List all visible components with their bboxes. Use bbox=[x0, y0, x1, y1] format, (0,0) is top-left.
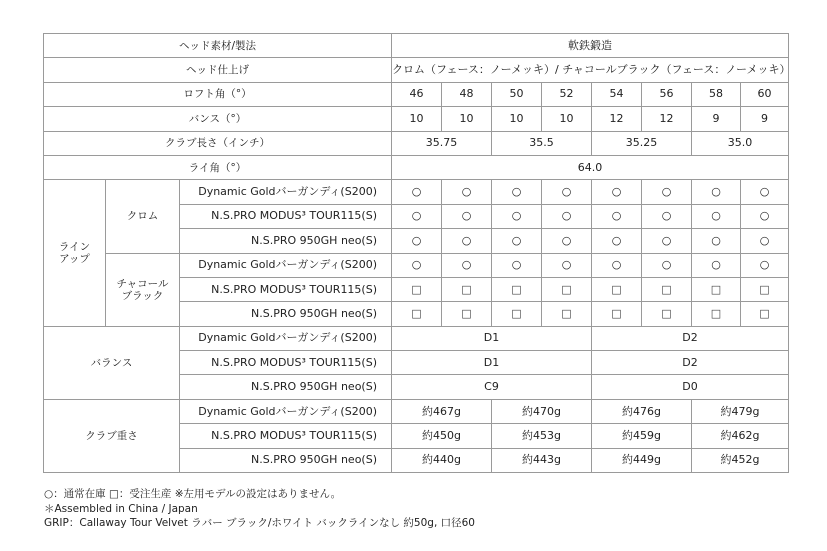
stock-mark: ○ bbox=[542, 180, 592, 204]
shaft-name: N.S.PRO 950GH neo(S) bbox=[180, 448, 392, 472]
stock-mark: ○ bbox=[592, 180, 642, 204]
bounce-cell: 9 bbox=[692, 107, 741, 131]
shaft-name: Dynamic Goldバーガンディ(S200) bbox=[180, 326, 392, 350]
weight-value: 約443g bbox=[492, 448, 592, 472]
assembled-note: ＊Assembled in China / Japan bbox=[44, 502, 198, 515]
bounce-cell: 10 bbox=[542, 107, 592, 131]
spec-table bbox=[43, 33, 789, 473]
row-length bbox=[44, 131, 789, 155]
order-mark: □ bbox=[741, 302, 789, 326]
shaft-name: N.S.PRO 950GH neo(S) bbox=[180, 302, 392, 326]
order-mark: □ bbox=[692, 277, 741, 301]
order-mark: □ bbox=[592, 302, 642, 326]
balance-row bbox=[44, 326, 789, 350]
weight-value: 約462g bbox=[692, 424, 789, 448]
stock-mark: ○ bbox=[442, 229, 492, 253]
order-mark: □ bbox=[692, 302, 741, 326]
stock-mark: ○ bbox=[442, 180, 492, 204]
stock-mark: ○ bbox=[642, 180, 692, 204]
lineup-row bbox=[44, 180, 789, 204]
weight-value: 約449g bbox=[592, 448, 692, 472]
bounce-cell: 10 bbox=[492, 107, 542, 131]
stock-mark: ○ bbox=[692, 204, 741, 228]
weight-value: 約459g bbox=[592, 424, 692, 448]
balance-value: D2 bbox=[592, 326, 789, 350]
length-cell: 35.5 bbox=[492, 131, 592, 155]
stock-mark: ○ bbox=[642, 204, 692, 228]
order-mark: □ bbox=[642, 277, 692, 301]
shaft-name: N.S.PRO 950GH neo(S) bbox=[180, 375, 392, 399]
shaft-name: N.S.PRO MODUS³ TOUR115(S) bbox=[180, 351, 392, 375]
stock-mark: ○ bbox=[741, 253, 789, 277]
bounce-label: バンス（°） bbox=[44, 107, 392, 131]
row-head-finish bbox=[44, 58, 789, 82]
length-label: クラブ長さ（インチ） bbox=[44, 131, 392, 155]
stock-mark: ○ bbox=[442, 253, 492, 277]
charcoal-label: チャコール ブラック bbox=[106, 253, 180, 326]
weight-value: 約467g bbox=[392, 399, 492, 423]
loft-cell: 54 bbox=[592, 82, 642, 106]
stock-mark: ○ bbox=[392, 229, 442, 253]
balance-value: D0 bbox=[592, 375, 789, 399]
row-loft bbox=[44, 82, 789, 106]
lineup-label: ライン アップ bbox=[44, 180, 106, 326]
weight-value: 約452g bbox=[692, 448, 789, 472]
stock-mark: ○ bbox=[392, 204, 442, 228]
loft-cell: 46 bbox=[392, 82, 442, 106]
stock-mark: ○ bbox=[392, 180, 442, 204]
order-mark: □ bbox=[492, 277, 542, 301]
stock-mark: ○ bbox=[492, 180, 542, 204]
bounce-cell: 12 bbox=[592, 107, 642, 131]
length-cell: 35.0 bbox=[692, 131, 789, 155]
length-cell: 35.75 bbox=[392, 131, 492, 155]
bounce-cell: 12 bbox=[642, 107, 692, 131]
shaft-name: Dynamic Goldバーガンディ(S200) bbox=[180, 180, 392, 204]
shaft-name: N.S.PRO 950GH neo(S) bbox=[180, 229, 392, 253]
stock-mark: ○ bbox=[492, 229, 542, 253]
head-material-label: ヘッド素材/製法 bbox=[44, 34, 392, 58]
order-mark: □ bbox=[492, 302, 542, 326]
head-finish-value: クロム（フェース：ノーメッキ）/ チャコールブラック（フェース：ノーメッキ） bbox=[392, 58, 789, 82]
stock-mark: ○ bbox=[592, 229, 642, 253]
stock-mark: ○ bbox=[542, 204, 592, 228]
balance-value: D1 bbox=[392, 351, 592, 375]
lie-label: ライ角（°） bbox=[44, 155, 392, 179]
stock-mark: ○ bbox=[592, 253, 642, 277]
weight-label: クラブ重さ bbox=[44, 399, 180, 472]
weight-value: 約476g bbox=[592, 399, 692, 423]
loft-cell: 48 bbox=[442, 82, 492, 106]
stock-mark: ○ bbox=[642, 229, 692, 253]
row-head-material bbox=[44, 34, 789, 58]
bounce-cell: 10 bbox=[442, 107, 492, 131]
stock-mark: ○ bbox=[492, 253, 542, 277]
weight-row bbox=[44, 399, 789, 423]
bounce-cell: 10 bbox=[392, 107, 442, 131]
weight-value: 約450g bbox=[392, 424, 492, 448]
footnotes bbox=[44, 487, 475, 531]
loft-cell: 60 bbox=[741, 82, 789, 106]
lineup-row bbox=[44, 253, 789, 277]
stock-mark: ○ bbox=[642, 253, 692, 277]
order-mark: □ bbox=[392, 277, 442, 301]
balance-value: C9 bbox=[392, 375, 592, 399]
order-mark: □ bbox=[392, 302, 442, 326]
shaft-name: N.S.PRO MODUS³ TOUR115(S) bbox=[180, 424, 392, 448]
weight-value: 約440g bbox=[392, 448, 492, 472]
head-material-value: 軟鉄鍛造 bbox=[392, 34, 789, 58]
stock-mark: ○ bbox=[692, 253, 741, 277]
legend-note: ○：通常在庫 □：受注生産 ※左用モデルの設定はありません。 bbox=[44, 488, 342, 500]
head-finish-label: ヘッド仕上げ bbox=[44, 58, 392, 82]
order-mark: □ bbox=[442, 302, 492, 326]
weight-value: 約479g bbox=[692, 399, 789, 423]
stock-mark: ○ bbox=[592, 204, 642, 228]
chrome-label: クロム bbox=[106, 180, 180, 253]
row-bounce bbox=[44, 107, 789, 131]
weight-value: 約453g bbox=[492, 424, 592, 448]
loft-cell: 52 bbox=[542, 82, 592, 106]
stock-mark: ○ bbox=[741, 229, 789, 253]
balance-value: D2 bbox=[592, 351, 789, 375]
balance-value: D1 bbox=[392, 326, 592, 350]
row-lie bbox=[44, 155, 789, 179]
stock-mark: ○ bbox=[542, 229, 592, 253]
order-mark: □ bbox=[542, 277, 592, 301]
order-mark: □ bbox=[592, 277, 642, 301]
loft-label: ロフト角（°） bbox=[44, 82, 392, 106]
order-mark: □ bbox=[642, 302, 692, 326]
weight-value: 約470g bbox=[492, 399, 592, 423]
stock-mark: ○ bbox=[692, 180, 741, 204]
grip-note: GRIP：Callaway Tour Velvet ラバー ブラック/ホワイト バックラインなし 約50g, 口径60 bbox=[44, 517, 475, 529]
bounce-cell: 9 bbox=[741, 107, 789, 131]
balance-label: バランス bbox=[44, 326, 180, 399]
stock-mark: ○ bbox=[542, 253, 592, 277]
shaft-name: N.S.PRO MODUS³ TOUR115(S) bbox=[180, 277, 392, 301]
stock-mark: ○ bbox=[692, 229, 741, 253]
loft-cell: 58 bbox=[692, 82, 741, 106]
order-mark: □ bbox=[741, 277, 789, 301]
stock-mark: ○ bbox=[492, 204, 542, 228]
length-cell: 35.25 bbox=[592, 131, 692, 155]
shaft-name: Dynamic Goldバーガンディ(S200) bbox=[180, 399, 392, 423]
loft-cell: 56 bbox=[642, 82, 692, 106]
stock-mark: ○ bbox=[392, 253, 442, 277]
loft-cell: 50 bbox=[492, 82, 542, 106]
stock-mark: ○ bbox=[741, 204, 789, 228]
shaft-name: N.S.PRO MODUS³ TOUR115(S) bbox=[180, 204, 392, 228]
order-mark: □ bbox=[442, 277, 492, 301]
lie-value: 64.0 bbox=[392, 155, 789, 179]
order-mark: □ bbox=[542, 302, 592, 326]
stock-mark: ○ bbox=[741, 180, 789, 204]
shaft-name: Dynamic Goldバーガンディ(S200) bbox=[180, 253, 392, 277]
stock-mark: ○ bbox=[442, 204, 492, 228]
